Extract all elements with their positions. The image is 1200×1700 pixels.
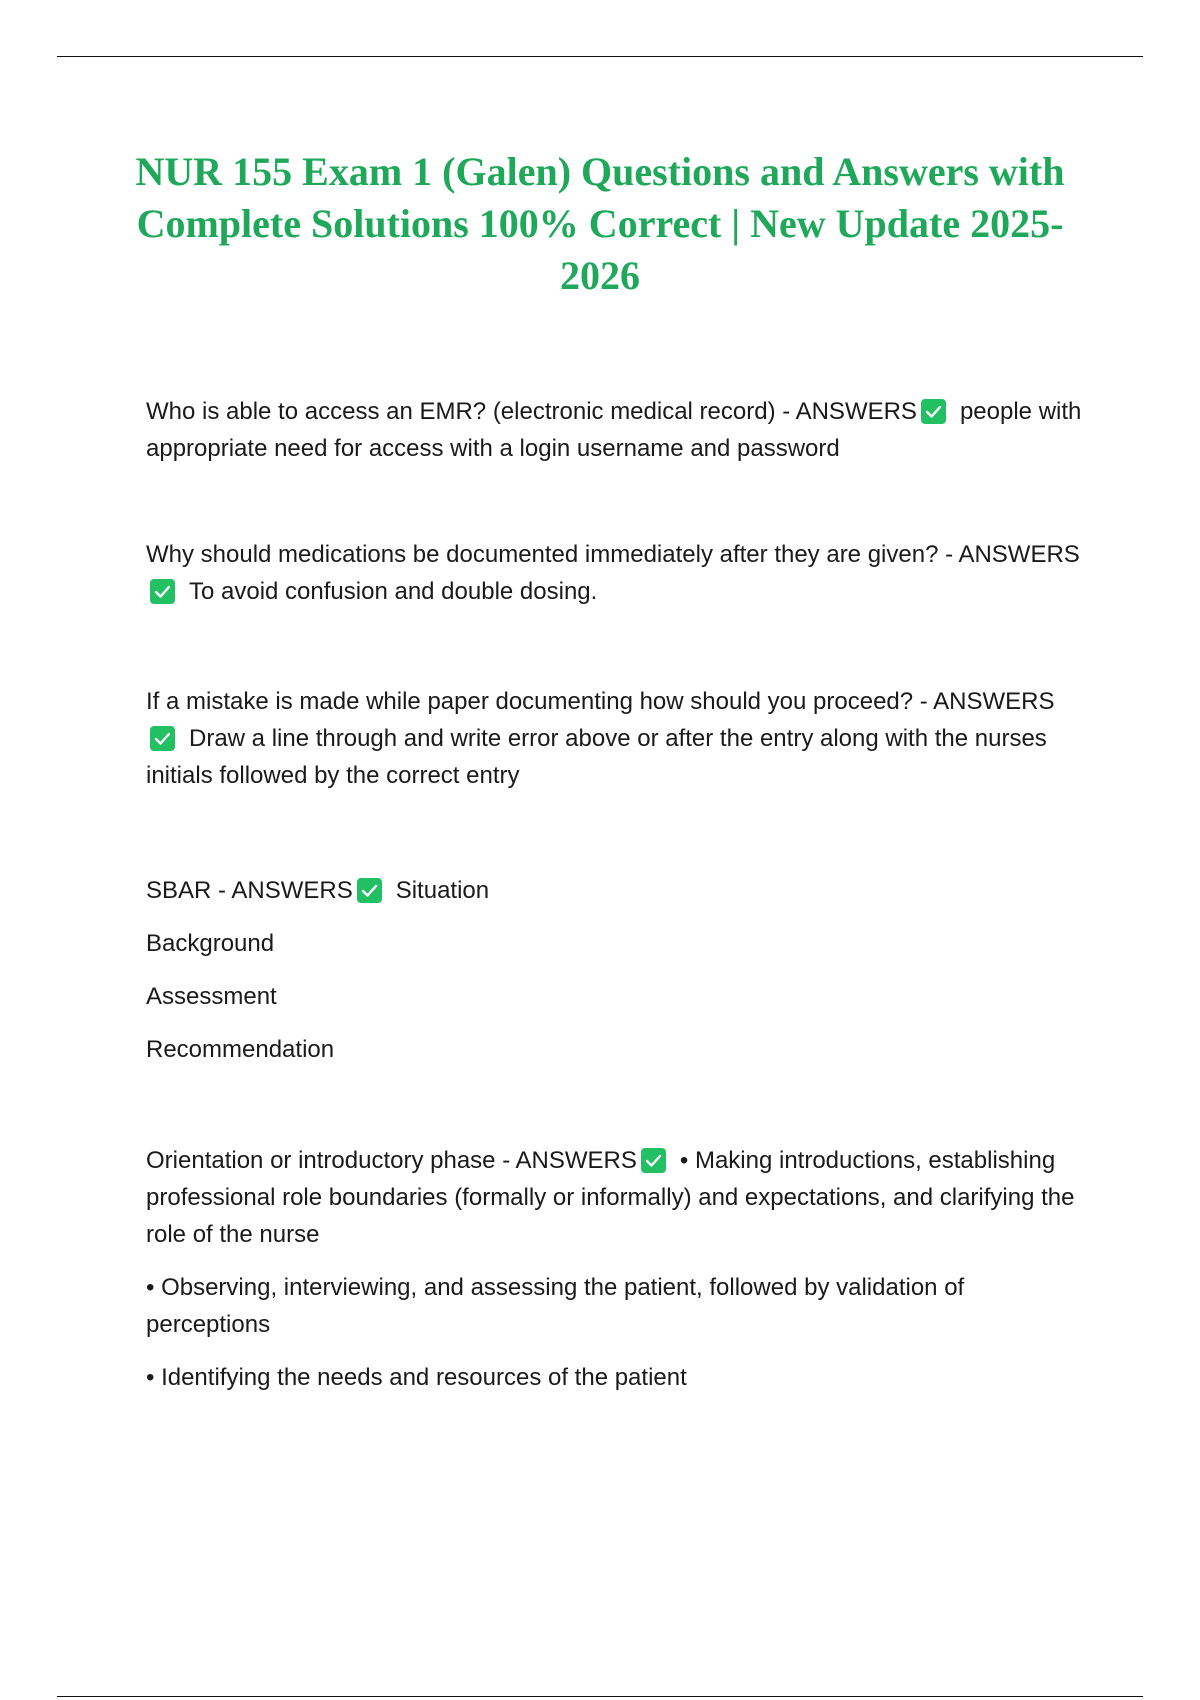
qa-paragraph (146, 393, 1086, 467)
answers-marker: ANSWERS (515, 1147, 637, 1174)
answer-text: Situation (395, 877, 490, 904)
answer-text: Draw a line through and write error above or after the entry along with the nurses initials followed by the correct entry (146, 725, 1047, 789)
qa-item (146, 683, 1086, 810)
answer-text: To avoid confusion and double dosing. (189, 578, 598, 605)
question-text: Orientation or introductory phase - (146, 1147, 516, 1174)
answers-marker: ANSWERS (795, 398, 917, 425)
answers-marker: ANSWERS (933, 688, 1055, 715)
qa-item (146, 1142, 1086, 1412)
qa-item (146, 872, 1086, 1084)
question-text: Why should medications be documented immediately after they are given? - (146, 541, 959, 568)
answer-text: people with appropriate need for access with a login username and password (146, 398, 1082, 462)
question-text: Who is able to access an EMR? (electronic medical record) - (146, 398, 796, 425)
answers-marker: ANSWERS (958, 541, 1080, 568)
answer-text: • Making introductions, establishing professional role boundaries (formally or informally) and expectations, and clarifying the role of the nurse (146, 1147, 1075, 1248)
check-mark-icon (357, 878, 382, 903)
document-title: NUR 155 Exam 1 (Galen) Questions and Answers with Complete Solutions 100% Correct | New Update 2025-2026 (135, 149, 1065, 298)
qa-paragraph (146, 1142, 1086, 1253)
answer-line: Recommendation (146, 1036, 335, 1063)
qa-paragraph (146, 872, 1086, 909)
qa-item (146, 393, 1086, 483)
question-text: If a mistake is made while paper documenting how should you proceed? - (146, 688, 934, 715)
check-mark-icon (150, 726, 175, 751)
answer-bullet: • Identifying the needs and resources of the patient (146, 1364, 687, 1391)
answer-line: Background (146, 930, 275, 957)
qa-paragraph (146, 536, 1086, 610)
answers-marker: ANSWERS (231, 877, 353, 904)
qa-item (146, 536, 1086, 626)
answer-line: Assessment (146, 983, 277, 1010)
answer-bullet: • Observing, interviewing, and assessing the patient, followed by validation of perceptions (146, 1274, 965, 1338)
top-rule (57, 56, 1143, 57)
qa-paragraph (146, 683, 1086, 794)
check-mark-icon (641, 1148, 666, 1173)
question-text: SBAR - (146, 877, 232, 904)
check-mark-icon (150, 579, 175, 604)
bottom-rule (57, 1696, 1143, 1697)
check-mark-icon (921, 399, 946, 424)
